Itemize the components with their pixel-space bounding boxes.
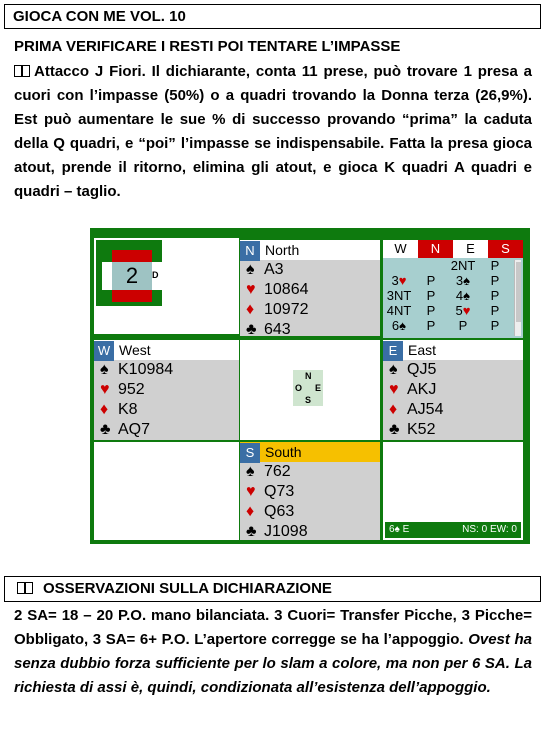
heart-icon: ♥ [389,381,399,398]
bid-cell: 3NT [386,288,412,303]
bid-header-e: E [453,240,488,258]
contract-bar [385,522,521,538]
bidding-table [383,258,511,333]
spades: A3 [264,261,284,278]
bid-cell [415,258,447,273]
spades: K10984 [118,361,174,378]
bid-cell: 3♥ [391,273,407,288]
subtitle: PRIMA VERIFICARE I RESTI POI TENTARE L’IMPASSE [14,38,401,55]
bid-cell: P [490,318,500,333]
result-cell [383,442,523,540]
spade-icon: ♠ [100,361,109,378]
club-icon: ♣ [100,421,111,438]
spades: QJ5 [407,361,437,378]
section-header [4,576,541,602]
bid-cell: P [490,303,500,318]
seat-badge: N [240,241,260,261]
seat-badge: W [94,341,114,361]
spade-icon: ♠ [246,261,255,278]
hearts: 10864 [264,281,309,298]
diamond-icon: ♦ [100,401,109,418]
hearts: AKJ [407,381,437,398]
board-number: 2 [112,262,152,290]
bid-cell: P [490,258,500,273]
bid-cell: 5♥ [455,303,471,318]
empty-cell [94,442,239,540]
spade-icon: ♠ [389,361,398,378]
club-icon: ♣ [246,523,257,540]
bid-row [383,303,511,318]
diamond-icon: ♦ [246,301,255,318]
clubs: 643 [264,321,291,338]
bid-cell: P [426,273,436,288]
player-name: West [119,342,151,358]
clubs: J1098 [264,523,308,540]
seat-badge: E [383,341,403,361]
compass-o: O [295,383,303,393]
bridge-board [90,228,530,544]
seat-badge: S [240,443,260,463]
bidding-scrollbar[interactable] [514,260,521,336]
intro-paragraph [14,60,532,204]
bid-cell: 2NT [450,258,476,273]
heart-icon: ♥ [100,381,110,398]
diamonds: K8 [118,401,138,418]
bid-header-w: W [383,240,418,258]
north-hand [240,240,380,336]
player-name: East [408,342,437,358]
club-icon: ♣ [246,321,257,338]
clubs: K52 [407,421,436,438]
diamonds: Q63 [264,503,295,520]
south-hand [240,442,380,540]
bid-cell: 6♠ [391,318,407,333]
diamond-icon: ♦ [246,503,255,520]
bid-header-n: N [418,240,453,258]
bid-cell: P [458,318,468,333]
spade-icon: ♠ [246,463,255,480]
player-name: North [265,242,300,258]
compass [293,370,323,406]
hearts: Q73 [264,483,295,500]
board-number-cell [94,238,239,334]
observations-text: 2 SA= 18 – 20 P.O. mano bilanciata. 3 Cuori= Transfer Picche, 3 Picche= Obbligato, 3 SA= 6+ P.O. L’apertore corregge se ha l’appoggio. [14,607,532,648]
bid-row [383,273,511,288]
book-icon [14,65,30,77]
bid-row [383,258,511,273]
compass-n: N [305,371,312,381]
bid-cell [383,258,415,273]
east-hand [383,340,523,440]
bid-cell: 4♠ [455,288,471,303]
bidding-box [383,240,523,338]
intro-text: Attacco J Fiori. Il dichiarante, conta 11 prese, può trovare 1 presa a cuori con l’impasse (50%) o a quadri trovando la Donna terza (26,9%). Est può aumentare le sue % di successo provando “prima” la caduta della Q quadri, e “poi” l’impasse se indispensabile. Fatta la presa gioca atout, prende il ritorno, elimina gli atout, e gioca K quadri A quadri e quadri – taglio. [14,63,532,200]
heart-icon: ♥ [246,281,256,298]
diamonds: 10972 [264,301,309,318]
player-name: South [265,444,302,460]
compass-e: E [315,383,322,393]
diamonds: AJ54 [407,401,444,418]
bid-cell: P [426,318,436,333]
diamond-icon: ♦ [389,401,398,418]
bid-cell: 3♠ [455,273,471,288]
clubs: AQ7 [118,421,151,438]
page-title: GIOCA CON ME VOL. 10 [4,4,541,29]
west-hand [94,340,239,440]
bid-cell: P [490,273,500,288]
book-icon [17,582,33,594]
bid-row [383,288,511,303]
vulnerability: NS: 0 EW: 0 [462,524,517,535]
club-icon: ♣ [389,421,400,438]
heart-icon: ♥ [246,483,256,500]
bid-header-s: S [488,240,523,258]
observations-paragraph [14,604,532,700]
bid-cell: P [490,288,500,303]
bid-cell: P [426,288,436,303]
spades: 762 [264,463,291,480]
hearts: 952 [118,381,145,398]
bid-cell: 4NT [386,303,412,318]
section-title: OSSERVAZIONI SULLA DICHIARAZIONE [43,580,332,597]
dealer-mark: D [152,270,159,280]
bid-row [383,318,511,333]
table-center [240,340,380,440]
observations-italic-text: Ovest ha senza dubbio forza sufficiente per lo slam a colore, ma non per 6 SA. La richiesta di assi è, quindi, condizionata all’esistenza dell’appoggio. [14,631,532,696]
compass-s: S [305,395,312,405]
contract: 6♠ E [389,524,410,535]
bid-cell: P [426,303,436,318]
